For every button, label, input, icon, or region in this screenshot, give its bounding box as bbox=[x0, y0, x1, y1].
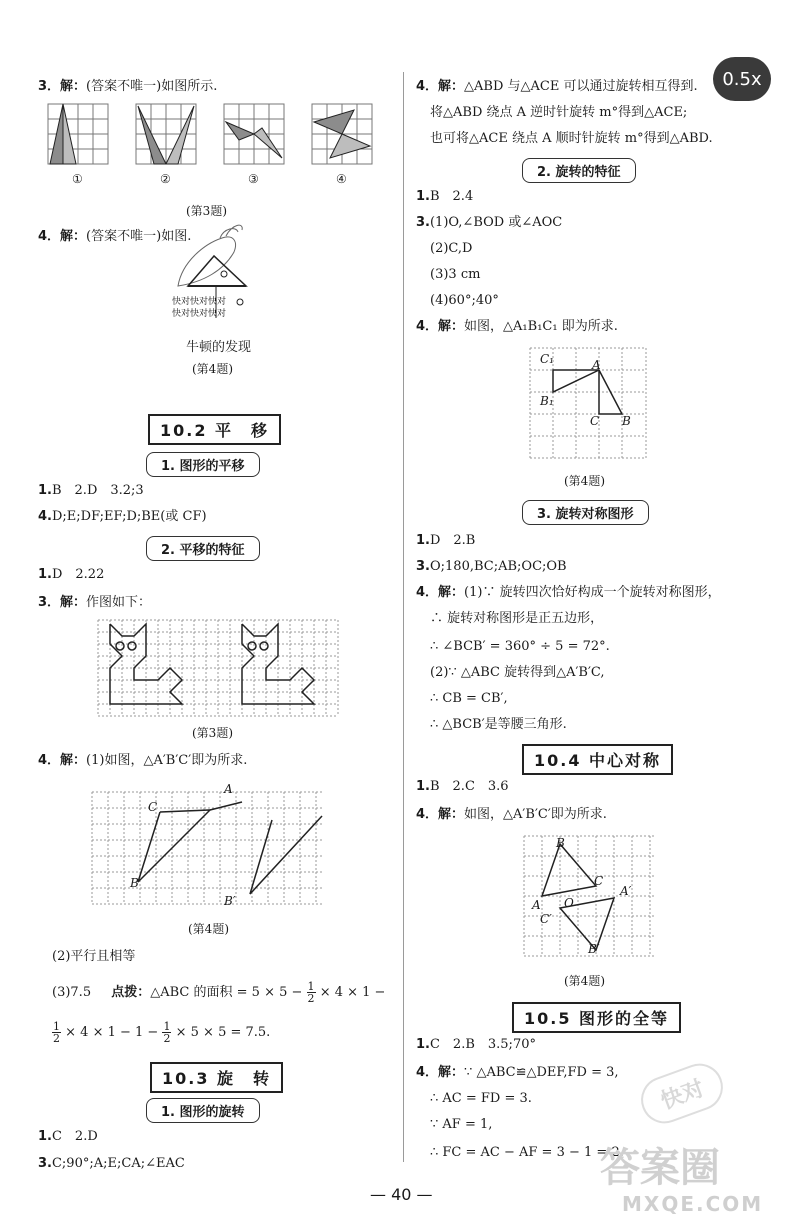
r4-label-a: A bbox=[532, 898, 541, 912]
s2-q4-line bbox=[38, 752, 247, 770]
s3-answers-1: C 2.D bbox=[51, 1129, 98, 1144]
r4-line1 bbox=[416, 778, 509, 796]
r-q4-text-1: △ABD 与△ACE 可以通过旋转相互得到. bbox=[464, 79, 698, 94]
r2-label-b: B bbox=[622, 414, 631, 428]
r2-line3: (2)C,D bbox=[430, 241, 473, 256]
r3-q4-line6: ∴ △BCB′是等腰三角形. bbox=[430, 717, 567, 732]
s2-q4-caption: (第4题) bbox=[188, 922, 229, 936]
r4-caption: (第4题) bbox=[564, 974, 605, 988]
s1-answers-2: D;E;DF;EF;D;BE(或 CF) bbox=[51, 509, 207, 524]
s2-q4-label-b-prime: B′ bbox=[224, 894, 236, 908]
subsection-rotation-features-title: 2. 旋转的特征 bbox=[522, 158, 636, 183]
s1-line2 bbox=[38, 508, 207, 526]
q3-caption: (第3题) bbox=[186, 204, 227, 218]
r3-q4-line2: ∴ 旋转对称图形是正五边形， bbox=[430, 611, 604, 626]
section-10-4-title: 10.4 中心对称 bbox=[522, 744, 673, 775]
r2-line5: (4)60°;40° bbox=[430, 293, 499, 308]
r3-q4-line1 bbox=[416, 584, 721, 602]
r4-label-a-prime: A′ bbox=[620, 884, 632, 898]
page-number: — 40 — bbox=[370, 1185, 433, 1204]
subsection-rotation-title: 1. 图形的旋转 bbox=[146, 1098, 260, 1123]
s2-q3-line bbox=[38, 594, 151, 612]
column-divider bbox=[403, 72, 404, 1162]
r2-label-c: C bbox=[590, 414, 600, 428]
s2-q4-part3-line1 bbox=[52, 980, 385, 1006]
section-10-2-title: 10.2 平 移 bbox=[148, 414, 281, 445]
fraction-half-1 bbox=[307, 981, 316, 1004]
r3-line2 bbox=[416, 558, 567, 576]
r3-q4-line5: ∴ CB = CB′, bbox=[430, 691, 508, 706]
r2-label-c1: C₁ bbox=[540, 352, 554, 366]
r2-q4-line bbox=[416, 318, 618, 336]
r5-answers-1: C 2.B 3.5;70° bbox=[429, 1037, 536, 1052]
part3-expr-3: × 4 × 1 − 1 − bbox=[65, 1025, 159, 1040]
frac-num-2: 1 bbox=[53, 1020, 60, 1033]
r-q4-line2: 将△ABD 绕点 A 逆时针旋转 m°得到△ACE; bbox=[430, 105, 688, 120]
s2-q4-figure bbox=[92, 790, 324, 908]
r5-q4-line2: ∴ AC = FD = 3. bbox=[430, 1091, 532, 1106]
s3-answers-2: C;90°;A;E;CA;∠EAC bbox=[51, 1156, 185, 1171]
r4-q4-label: 4．解： bbox=[416, 807, 465, 822]
q3-fig-label-1: ① bbox=[72, 172, 83, 186]
r4-label-c-prime: C′ bbox=[540, 912, 552, 926]
q3-text: (答案不唯一)如图所示. bbox=[86, 79, 218, 94]
r4-label-b: B bbox=[556, 836, 565, 850]
q3-figures bbox=[36, 100, 392, 180]
r-q4-label: 4．解： bbox=[416, 79, 465, 94]
r3-q4-text-1: (1)∵ 旋转四次恰好构成一个旋转对称图形， bbox=[464, 585, 721, 600]
s3-line1 bbox=[38, 1128, 98, 1146]
q3-fig-1 bbox=[48, 104, 108, 164]
q3-fig-label-4: ④ bbox=[336, 172, 347, 186]
r2-line4: (3)3 cm bbox=[430, 267, 481, 282]
part3-expr-4: × 5 × 5 = 7.5. bbox=[175, 1025, 271, 1040]
r5-q4-line1 bbox=[416, 1064, 619, 1082]
s2-q4-part3-line2 bbox=[52, 1020, 270, 1046]
q4-fig-text-2: 快对快对快对 bbox=[172, 309, 227, 319]
s2-line1 bbox=[38, 566, 104, 584]
r3-q4-line3: ∴ ∠BCB′ = 360° ÷ 5 = 72°. bbox=[430, 639, 610, 654]
r3-q4-label: 4．解： bbox=[416, 585, 465, 600]
q3-fig-3 bbox=[224, 104, 284, 164]
r5-line1 bbox=[416, 1036, 536, 1054]
frac-den-1: 2 bbox=[307, 992, 315, 1005]
s3-num-1: 1. bbox=[38, 1129, 52, 1144]
r3-answers-1: D 2.B bbox=[429, 533, 476, 548]
r5-q4-text-1: ∵ △ABC≌△DEF,FD = 3, bbox=[464, 1065, 619, 1080]
tip-label: 点拨： bbox=[111, 985, 151, 1000]
r2-line1 bbox=[416, 188, 473, 206]
part3-expr-2: × 4 × 1 − bbox=[319, 985, 386, 1000]
q4-fig-name: 牛顿的发现 bbox=[186, 340, 252, 355]
s2-q3-figure bbox=[98, 620, 338, 720]
part3-answer: (3)7.5 bbox=[52, 985, 92, 1000]
s2-q4-label-a: A bbox=[224, 782, 233, 796]
section-10-5-title: 10.5 图形的全等 bbox=[512, 1002, 681, 1033]
q3-label: 3．解： bbox=[38, 79, 87, 94]
q4-text: (答案不唯一)如图. bbox=[86, 229, 192, 244]
s2-q3-text: 作图如下： bbox=[86, 595, 152, 610]
s2-q4-label-c: C bbox=[148, 800, 158, 814]
r2-label-a: A bbox=[592, 358, 601, 372]
s2-q4-part2: (2)平行且相等 bbox=[52, 949, 136, 964]
s1-line1 bbox=[38, 482, 144, 500]
s2-q4-label-b: B bbox=[130, 876, 139, 890]
r4-num-1: 1. bbox=[416, 779, 430, 794]
watermark-stamp: 快对 bbox=[634, 1057, 729, 1130]
q3-fig-label-2: ② bbox=[160, 172, 171, 186]
r-q4-line1 bbox=[416, 78, 698, 96]
q3-fig-2 bbox=[136, 104, 196, 164]
frac-num-3: 1 bbox=[163, 1020, 171, 1033]
r3-num-3: 3. bbox=[416, 559, 430, 574]
s1-num-4: 4. bbox=[38, 509, 52, 524]
r2-num-1: 1. bbox=[416, 189, 430, 204]
r5-q4-label: 4．解： bbox=[416, 1065, 465, 1080]
r2-answers-1: B 2.4 bbox=[429, 189, 474, 204]
s2-q4-label: 4．解： bbox=[38, 753, 87, 768]
r2-label-b1: B₁ bbox=[540, 394, 554, 408]
r-q4-line3: 也可将△ACE 绕点 A 顺时针旋转 m°得到△ABD. bbox=[430, 131, 713, 146]
q4-caption: (第4题) bbox=[192, 362, 233, 376]
r2-q4-label: 4．解： bbox=[416, 319, 465, 334]
s2-answers-1: D 2.22 bbox=[51, 567, 105, 582]
r4-q4-text: 如图，△A′B′C′即为所求. bbox=[464, 807, 607, 822]
r2-line2 bbox=[416, 214, 562, 232]
r5-q4-line3: ∵ AF = 1, bbox=[430, 1117, 493, 1132]
watermark-big: 答案圈 bbox=[600, 1145, 720, 1191]
s2-num-1: 1. bbox=[38, 567, 52, 582]
subsection-rotational-symmetry-title: 3. 旋转对称图形 bbox=[522, 500, 649, 525]
r4-label-o: O bbox=[564, 896, 574, 910]
left-q3-line bbox=[38, 78, 217, 96]
r2-caption: (第4题) bbox=[564, 474, 605, 488]
r3-answers-2: O;180,BC;AB;OC;OB bbox=[429, 559, 567, 574]
r2-answers-2: (1)O,∠BOD 或∠AOC bbox=[429, 215, 563, 230]
s2-q4-text: (1)如图，△A′B′C′即为所求. bbox=[86, 753, 248, 768]
frac-den-2: 2 bbox=[53, 1032, 60, 1045]
r3-q4-line4: (2)∵ △ABC 旋转得到△A′B′C, bbox=[430, 665, 605, 680]
s2-q3-label: 3．解： bbox=[38, 595, 87, 610]
watermark-url: MXQE.COM bbox=[622, 1192, 764, 1216]
s1-num-1: 1. bbox=[38, 483, 52, 498]
frac-den-3: 2 bbox=[163, 1032, 171, 1045]
subsection-translation-title: 1. 图形的平移 bbox=[146, 452, 260, 477]
fraction-half-3 bbox=[162, 1021, 171, 1044]
subsection-translation-features-title: 2. 平移的特征 bbox=[146, 536, 260, 561]
r4-q4-line bbox=[416, 806, 607, 824]
r4-label-b-prime: B′ bbox=[588, 942, 600, 956]
s3-line2 bbox=[38, 1155, 185, 1173]
fraction-half-2 bbox=[52, 1021, 61, 1044]
r5-num-1: 1. bbox=[416, 1037, 430, 1052]
s2-q3-caption: (第3题) bbox=[192, 726, 233, 740]
zoom-badge[interactable]: 0.5x bbox=[713, 57, 771, 101]
part3-expr-1: △ABC 的面积 = 5 × 5 − bbox=[150, 985, 303, 1000]
q3-fig-4 bbox=[312, 104, 372, 164]
q4-fig-text-1: 快对快对快对 bbox=[172, 297, 227, 307]
r2-num-3: 3. bbox=[416, 215, 430, 230]
s3-num-3: 3. bbox=[38, 1156, 52, 1171]
s1-answers-1: B 2.D 3.2;3 bbox=[51, 483, 144, 498]
section-10-3-title: 10.3 旋 转 bbox=[150, 1062, 283, 1093]
r4-label-c: C bbox=[594, 874, 604, 888]
r4-answers-1: B 2.C 3.6 bbox=[429, 779, 509, 794]
frac-num-1: 1 bbox=[307, 980, 315, 993]
r3-line1 bbox=[416, 532, 475, 550]
s2-q4-grid bbox=[92, 792, 324, 904]
q4-label: 4．解： bbox=[38, 229, 87, 244]
q3-fig-label-3: ③ bbox=[248, 172, 259, 186]
r2-q4-text: 如图，△A₁B₁C₁ 即为所求. bbox=[464, 319, 618, 334]
r5-q4-line4: ∴ FC = AC − AF = 3 − 1 = 2. bbox=[430, 1145, 624, 1160]
r3-num-1: 1. bbox=[416, 533, 430, 548]
